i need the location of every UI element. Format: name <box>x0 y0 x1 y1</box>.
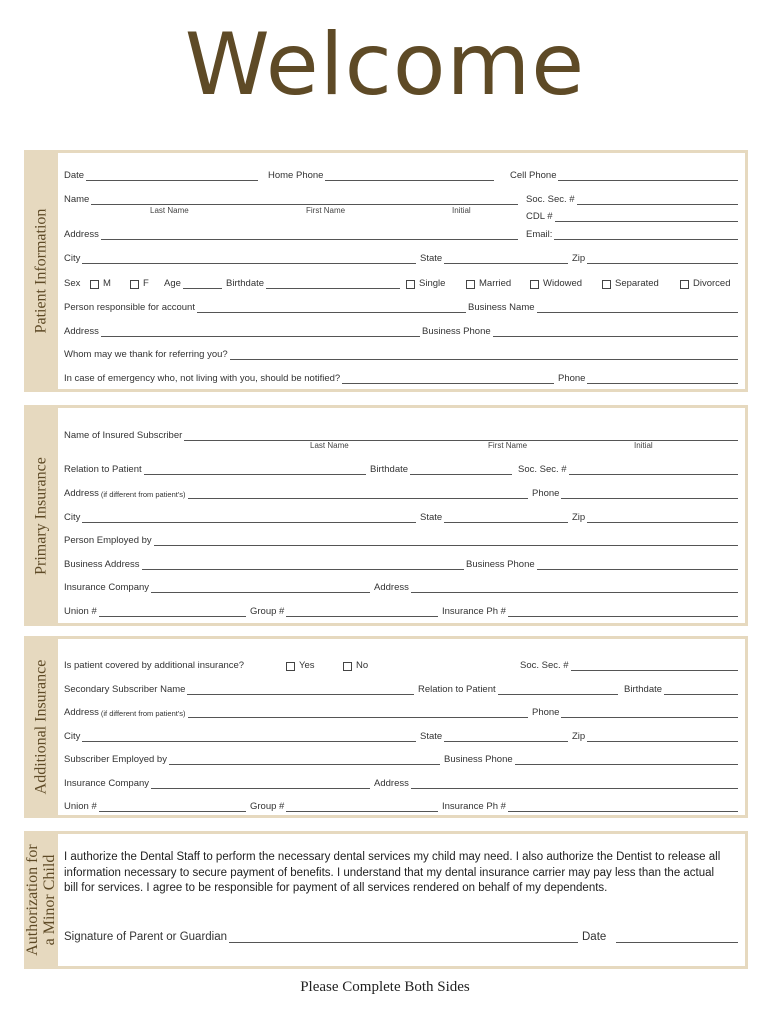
initial-caption: Initial <box>452 206 471 215</box>
subscriber-employed-label: Subscriber Employed by <box>64 754 167 765</box>
primary-group-field[interactable] <box>286 607 438 617</box>
address-field[interactable] <box>101 230 518 240</box>
primary-business-address-label: Business Address <box>64 559 140 570</box>
emergency-phone-label: Phone <box>558 373 586 384</box>
birthdate-field[interactable] <box>266 279 400 289</box>
additional-phone-field[interactable] <box>561 708 738 718</box>
primary-initial-caption: Initial <box>634 441 653 450</box>
authorization-date-label: Date <box>582 931 607 943</box>
separated-label: Separated <box>615 278 659 289</box>
emergency-field[interactable] <box>342 374 554 384</box>
primary-business-address-field[interactable] <box>142 560 464 570</box>
primary-business-phone-field[interactable] <box>537 560 738 570</box>
additional-address-note: (if different from patient's) <box>100 709 186 718</box>
sex-m-checkbox[interactable] <box>90 280 99 289</box>
additional-relation-label: Relation to Patient <box>418 684 496 695</box>
authorization-date-field[interactable] <box>616 933 738 943</box>
additional-company-label: Insurance Company <box>64 778 150 789</box>
business-name-field[interactable] <box>537 303 738 313</box>
cell-phone-label: Cell Phone <box>510 170 557 181</box>
additional-city-label: City <box>64 731 81 742</box>
additional-birthdate-label: Birthdate <box>624 684 663 695</box>
page-title: Welcome <box>184 15 586 115</box>
signature-label: Signature of Parent or Guardian <box>64 931 228 943</box>
single-checkbox[interactable] <box>406 280 415 289</box>
secondary-subscriber-label: Secondary Subscriber Name <box>64 684 186 695</box>
secondary-subscriber-field[interactable] <box>187 685 414 695</box>
city-field[interactable] <box>82 254 416 264</box>
primary-union-label: Union # <box>64 606 97 617</box>
primary-birthdate-field[interactable] <box>410 465 512 475</box>
covered-label: Is patient covered by additional insurance? <box>64 660 245 671</box>
additional-soc-sec-field[interactable] <box>571 661 738 671</box>
referral-label: Whom may we thank for referring you? <box>64 349 228 360</box>
primary-ins-phone-label: Insurance Ph # <box>442 606 506 617</box>
additional-ins-phone-field[interactable] <box>508 802 738 812</box>
primary-birthdate-label: Birthdate <box>370 464 409 475</box>
authorization-title-line2: a Minor Child <box>41 854 58 946</box>
primary-employed-field[interactable] <box>154 536 738 546</box>
additional-zip-label: Zip <box>572 731 586 742</box>
primary-ins-phone-field[interactable] <box>508 607 738 617</box>
divorced-checkbox[interactable] <box>680 280 689 289</box>
primary-phone-label: Phone <box>532 488 560 499</box>
single-label: Single <box>419 278 446 289</box>
additional-company-address-field[interactable] <box>411 779 738 789</box>
additional-state-label: State <box>420 731 443 742</box>
primary-company-address-label: Address <box>374 582 409 593</box>
married-label: Married <box>479 278 512 289</box>
business-address-label: Address <box>64 326 99 337</box>
primary-union-field[interactable] <box>99 607 246 617</box>
primary-state-label: State <box>420 512 443 523</box>
widowed-label: Widowed <box>543 278 583 289</box>
patient-information-section <box>24 150 748 392</box>
email-label: Email: <box>526 229 553 240</box>
additional-state-field[interactable] <box>444 732 568 742</box>
sex-label: Sex <box>64 278 81 289</box>
soc-sec-label: Soc. Sec. # <box>526 194 575 205</box>
additional-ins-phone-label: Insurance Ph # <box>442 801 506 812</box>
additional-group-field[interactable] <box>286 802 438 812</box>
primary-last-name-caption: Last Name <box>310 441 349 450</box>
emergency-label: In case of emergency who, not living with you, should be notified? <box>64 373 341 384</box>
sex-f-label: F <box>143 278 149 289</box>
additional-zip-field[interactable] <box>587 732 738 742</box>
date-label: Date <box>64 170 85 181</box>
age-label: Age <box>164 278 181 289</box>
business-name-label: Business Name <box>468 302 535 313</box>
sex-m-label: M <box>103 278 111 289</box>
primary-company-label: Insurance Company <box>64 582 150 593</box>
address-label: Address <box>64 229 99 240</box>
insured-subscriber-label: Name of Insured Subscriber <box>64 430 183 441</box>
first-name-caption: First Name <box>306 206 346 215</box>
section-title-authorization <box>24 844 58 956</box>
cdl-label: CDL # <box>526 211 553 222</box>
cdl-field[interactable] <box>555 212 738 222</box>
zip-label: Zip <box>572 253 586 264</box>
primary-city-field[interactable] <box>82 513 416 523</box>
additional-address-field[interactable] <box>188 708 528 718</box>
additional-business-phone-label: Business Phone <box>444 754 513 765</box>
covered-yes-checkbox[interactable] <box>286 662 295 671</box>
birthdate-label: Birthdate <box>226 278 265 289</box>
primary-zip-field[interactable] <box>587 513 738 523</box>
authorization-text: I authorize the Dental Staff to perform the necessary dental services my child may need. I also authorize the Dentist to release all information necessary to secure payment of benefits. I understand that my dental insurance carrier may pay less than the actual bill for services. I agree to be responsible for payment of all services rendered on behalf of my dependents. <box>64 851 721 894</box>
business-address-field[interactable] <box>101 327 420 337</box>
primary-relation-label: Relation to Patient <box>64 464 142 475</box>
covered-no-label: No <box>356 660 369 671</box>
primary-city-label: City <box>64 512 81 523</box>
primary-zip-label: Zip <box>572 512 586 523</box>
home-phone-field[interactable] <box>325 171 494 181</box>
section-title-patient-information: Patient Information <box>32 208 50 334</box>
primary-state-field[interactable] <box>444 513 568 523</box>
primary-business-phone-label: Business Phone <box>466 559 535 570</box>
primary-address-note: (if different from patient's) <box>100 490 186 499</box>
referral-field[interactable] <box>230 350 738 360</box>
signature-field[interactable] <box>229 933 578 943</box>
primary-relation-field[interactable] <box>144 465 366 475</box>
primary-soc-sec-field[interactable] <box>569 465 738 475</box>
primary-soc-sec-label: Soc. Sec. # <box>518 464 567 475</box>
insured-subscriber-field[interactable] <box>184 431 738 441</box>
emergency-phone-field[interactable] <box>587 374 738 384</box>
primary-company-address-field[interactable] <box>411 583 738 593</box>
covered-yes-label: Yes <box>299 660 315 671</box>
last-name-caption: Last Name <box>150 206 189 215</box>
additional-group-label: Group # <box>250 801 285 812</box>
primary-first-name-caption: First Name <box>488 441 528 450</box>
zip-field[interactable] <box>587 254 738 264</box>
separated-checkbox[interactable] <box>602 280 611 289</box>
home-phone-label: Home Phone <box>268 170 324 181</box>
sex-f-checkbox[interactable] <box>130 280 139 289</box>
primary-insurance-section <box>24 405 748 626</box>
date-field[interactable] <box>86 171 258 181</box>
additional-union-label: Union # <box>64 801 97 812</box>
additional-business-phone-field[interactable] <box>515 755 738 765</box>
additional-soc-sec-label: Soc. Sec. # <box>520 660 569 671</box>
business-phone-field[interactable] <box>493 327 738 337</box>
age-field[interactable] <box>183 279 222 289</box>
authorization-title-line1: Authorization for <box>24 844 41 956</box>
additional-union-field[interactable] <box>99 802 246 812</box>
state-field[interactable] <box>444 254 568 264</box>
primary-employed-label: Person Employed by <box>64 535 152 546</box>
additional-birthdate-field[interactable] <box>664 685 738 695</box>
business-phone-label: Business Phone <box>422 326 491 337</box>
covered-no-checkbox[interactable] <box>343 662 352 671</box>
primary-address-field[interactable] <box>188 489 528 499</box>
section-title-primary-insurance: Primary Insurance <box>32 456 50 575</box>
primary-company-field[interactable] <box>151 583 370 593</box>
subscriber-employed-field[interactable] <box>169 755 440 765</box>
email-field[interactable] <box>554 230 738 240</box>
state-label: State <box>420 253 443 264</box>
primary-group-label: Group # <box>250 606 285 617</box>
name-field[interactable] <box>91 195 518 205</box>
responsible-label: Person responsible for account <box>64 302 195 313</box>
additional-insurance-section <box>24 636 748 818</box>
additional-company-address-label: Address <box>374 778 409 789</box>
name-label: Name <box>64 194 90 205</box>
responsible-field[interactable] <box>197 303 466 313</box>
additional-address-label: Address <box>64 707 99 718</box>
widowed-checkbox[interactable] <box>530 280 539 289</box>
cell-phone-field[interactable] <box>558 171 738 181</box>
divorced-label: Divorced <box>693 278 731 289</box>
married-checkbox[interactable] <box>466 280 475 289</box>
additional-phone-label: Phone <box>532 707 560 718</box>
additional-company-field[interactable] <box>151 779 370 789</box>
authorization-section <box>24 831 748 969</box>
section-title-additional-insurance: Additional Insurance <box>32 659 50 795</box>
additional-relation-field[interactable] <box>498 685 618 695</box>
additional-city-field[interactable] <box>82 732 416 742</box>
city-label: City <box>64 253 81 264</box>
footer-note: Please Complete Both Sides <box>300 979 470 995</box>
primary-address-label: Address <box>64 488 99 499</box>
primary-phone-field[interactable] <box>561 489 738 499</box>
soc-sec-field[interactable] <box>577 195 738 205</box>
